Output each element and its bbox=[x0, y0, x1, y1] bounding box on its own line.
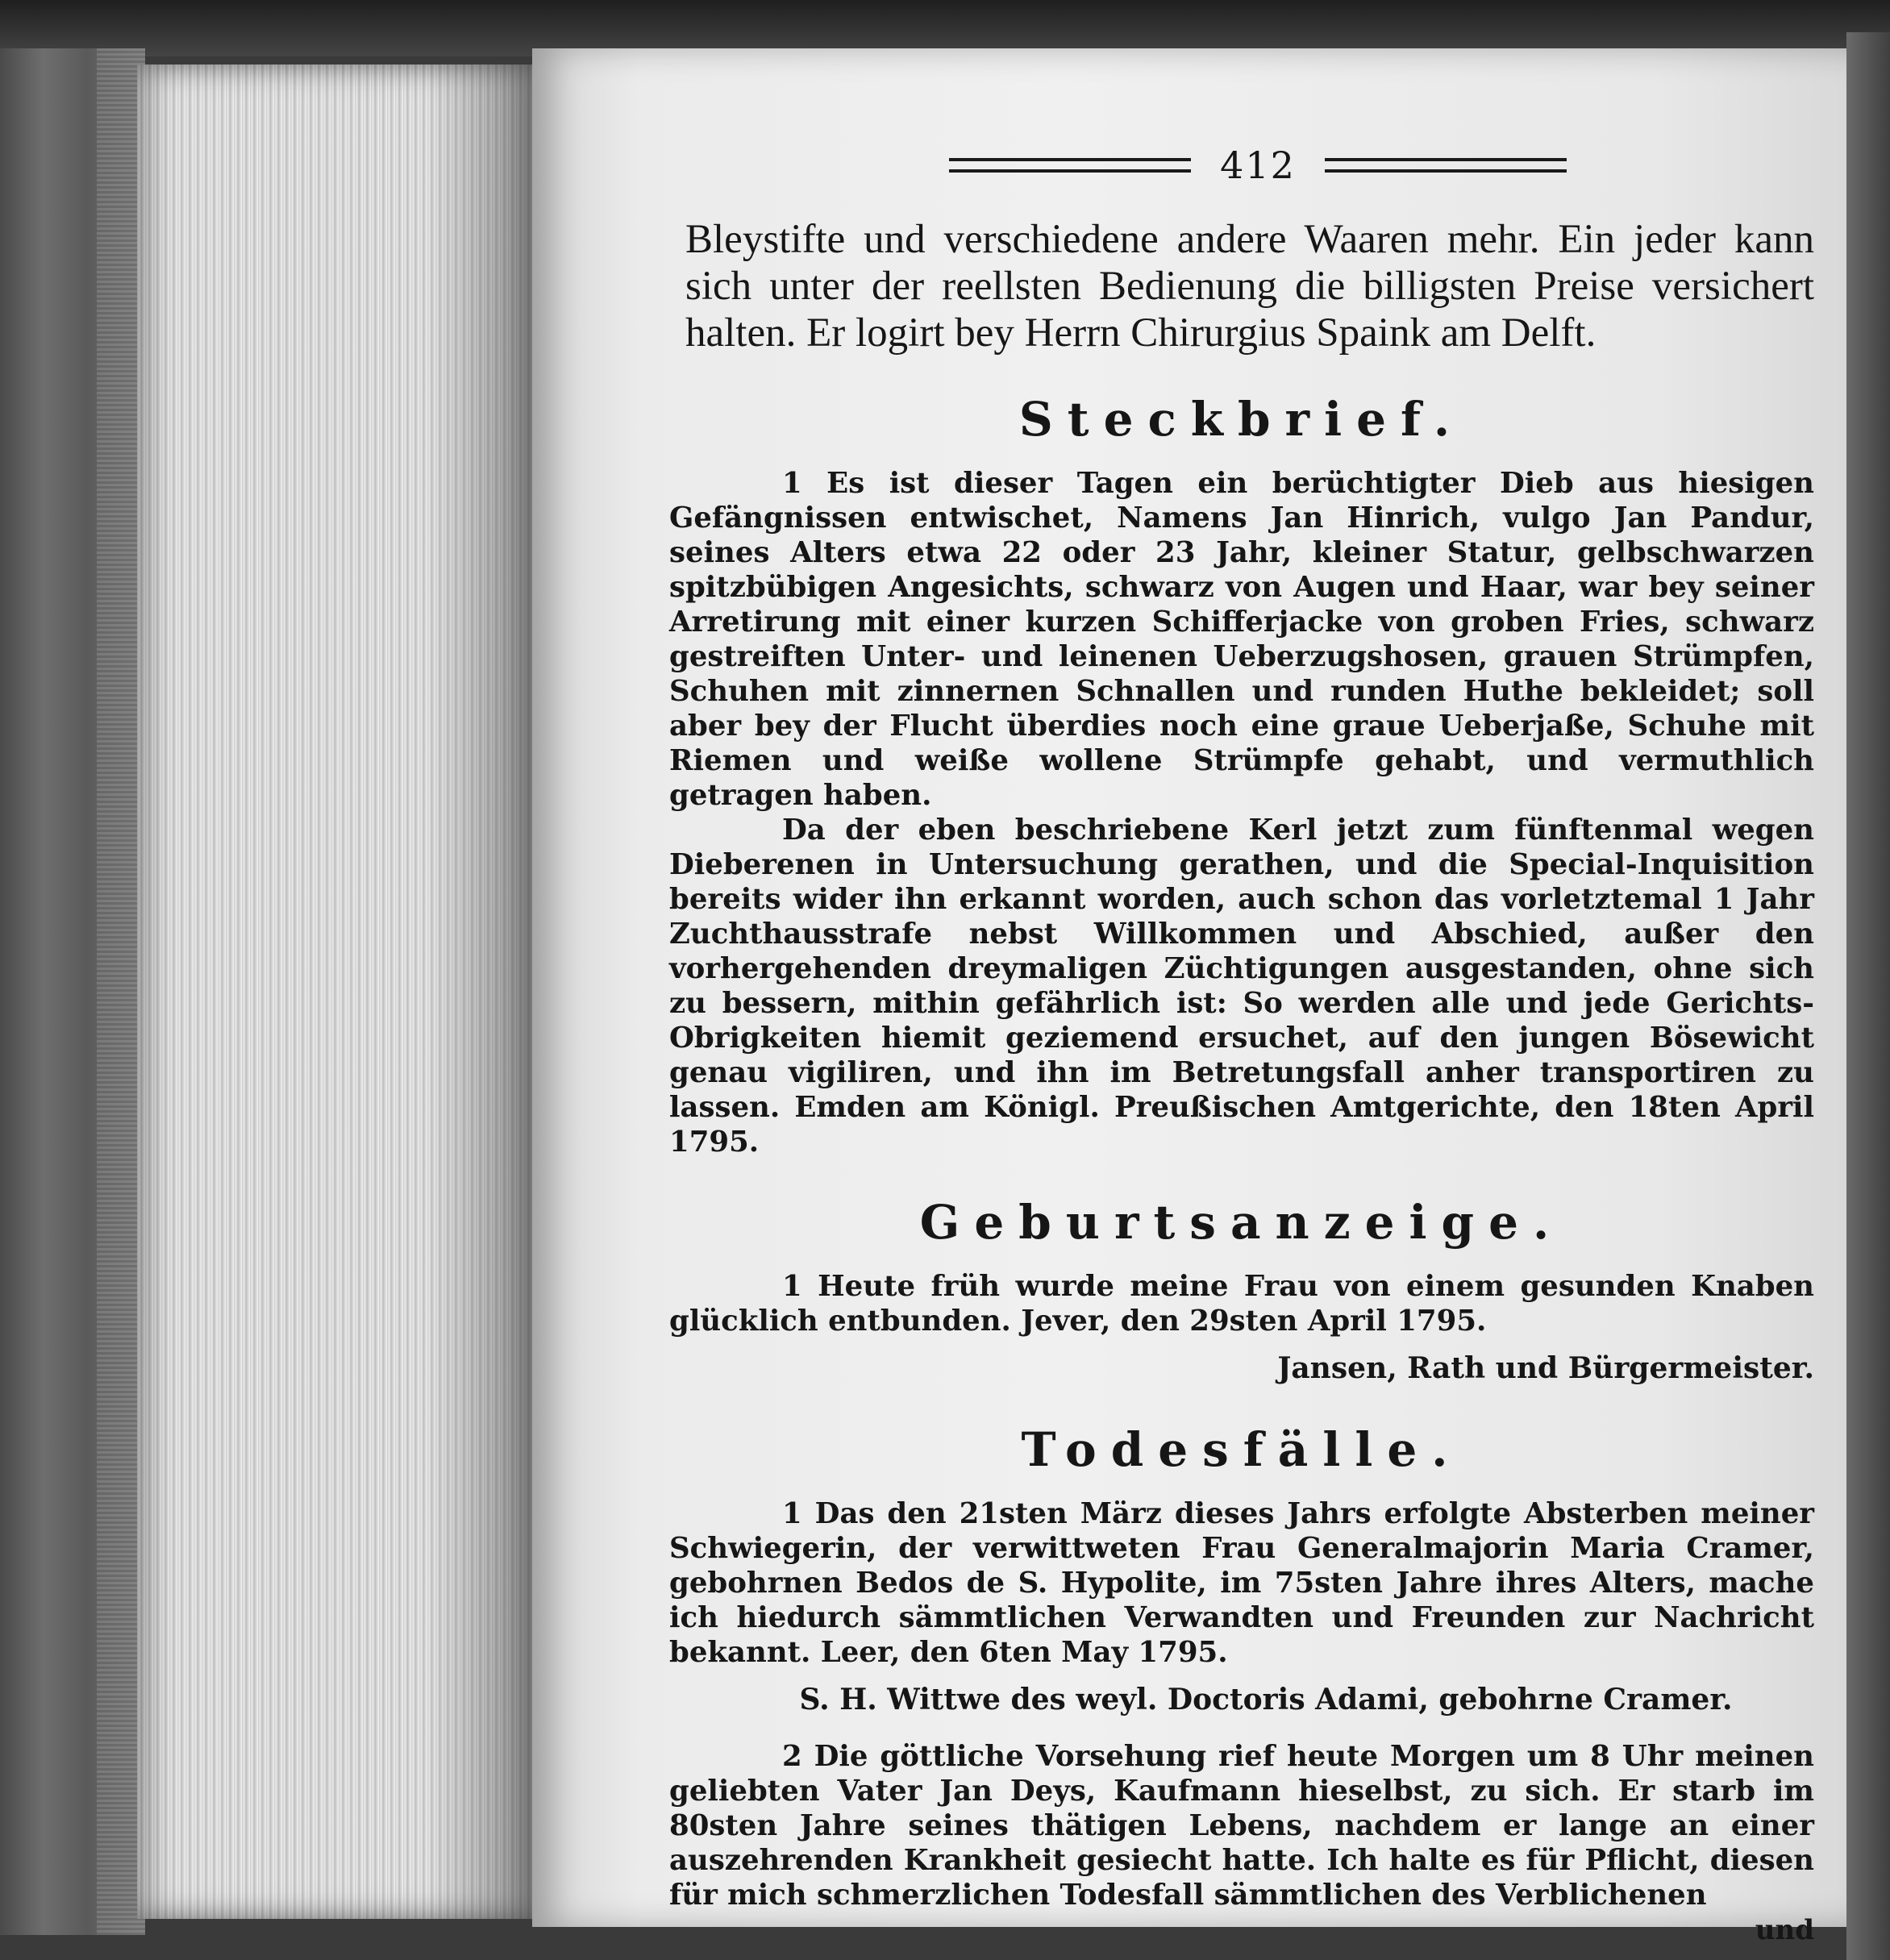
header-rule-right bbox=[1325, 158, 1567, 173]
todesfaelle-paragraph-1: 1 Das den 21sten März dieses Jahrs erfolgte Absterben meiner Schwiegerin, der verwittweten Frau Generalmajorin Maria Cramer, gebohrnen Bedos de S. Hypolite, im 75sten Jahre ihres Alters, mache ich hiedurch sämmtlichen Verwandten und Freunden zur Nachricht bekannt. Leer, den 6ten May 1795. bbox=[669, 1497, 1814, 1669]
catchword: und bbox=[1755, 1914, 1814, 1946]
geburtsanzeige-paragraph-1: 1 Heute früh wurde meine Frau von einem gesunden Knaben glücklich entbunden. Jever, den 29sten April 1795. bbox=[669, 1270, 1814, 1338]
todesfaelle-heading: Todesfälle. bbox=[1021, 1422, 1463, 1477]
todesfaelle-signature-1: S. H. Wittwe des weyl. Doctoris Adami, gebohrne Cramer. bbox=[799, 1683, 1733, 1717]
steckbrief-paragraph-1: 1 Es ist dieser Tagen ein berüchtigter Dieb aus hiesigen Gefängnissen entwischet, Namens Jan Hinrich, vulgo Jan Pandur, seines Alters etwa 22 oder 23 Jahr, kleiner Statur, gelbschwarzen spitzbübigen Angesichts, schwarz von Augen und Haar, war bey seiner Arretirung mit einer kurzen Schifferjacke von groben Fries, schwarz gestreiften Unter- und leinenen Ueberzugshosen, grauen Strümpfen, Schuhen mit zinnernen Schnallen und runden Huthe bekleidet; soll aber bey der Flucht überdies noch eine graue Ueberjaße, Schuhe mit Riemen und weiße wollene Strümpfe gehabt, und vermuthlich getragen haben. bbox=[669, 467, 1814, 812]
spacer bbox=[669, 1718, 1814, 1739]
page-content bbox=[669, 137, 1814, 1946]
page-number: 412 bbox=[1220, 144, 1296, 187]
intro-paragraph: Bleystifte und verschiedene andere Waaren mehr. Ein jeder kann sich unter der reellsten Bedienung die billigsten Preise versichert halten. Er logirt bey Herrn Chirurgius Spaink am Delft. bbox=[685, 217, 1814, 356]
todesfaelle-paragraph-2: 2 Die göttliche Vorsehung rief heute Morgen um 8 Uhr meinen geliebten Vater Jan Deys, Kaufmann hieselbst, zu sich. Er starb im 80sten Jahre seines thätigen Lebens, nachdem er lange an einer auszehrenden Krankheit gesiecht hatte. Ich halte es für Pflicht, diesen für mich schmerzlichen Todesfall sämmtlichen des Verblichenen bbox=[669, 1740, 1814, 1912]
page-right-edge bbox=[1846, 32, 1890, 1960]
header-rule-left bbox=[949, 158, 1191, 173]
geburtsanzeige-signature: Jansen, Rath und Bürgermeister. bbox=[1277, 1351, 1814, 1385]
geburtsanzeige-heading: Geburtsanzeige. bbox=[919, 1195, 1564, 1250]
steckbrief-paragraph-2: Da der eben beschriebene Kerl jetzt zum fünftenmal wegen Dieberenen in Untersuchung gerathen, und die Special-Inquisition bereits wider ihn erkannt worden, auch schon das vorletztemal 1 Jahr Zuchthausstrafe nebst Willkommen und Abschied, außer den vorhergehenden dreymaligen Züchtigungen ausgestanden, ohne sich zu bessern, mithin gefährlich ist: So werden alle und jede Gerichts-Obrigkeiten hiemit geziemend ersuchet, auf den jungen Bösewicht genau vigiliren, und ihn im Betretungsfall anher transportiren zu lassen. Emden am Königl. Preußischen Amtgerichte, den 18ten April 1795. bbox=[669, 814, 1814, 1159]
steckbrief-heading: Steckbrief. bbox=[1018, 392, 1465, 447]
stack-shadow bbox=[427, 65, 548, 1919]
page-header bbox=[701, 137, 1814, 194]
